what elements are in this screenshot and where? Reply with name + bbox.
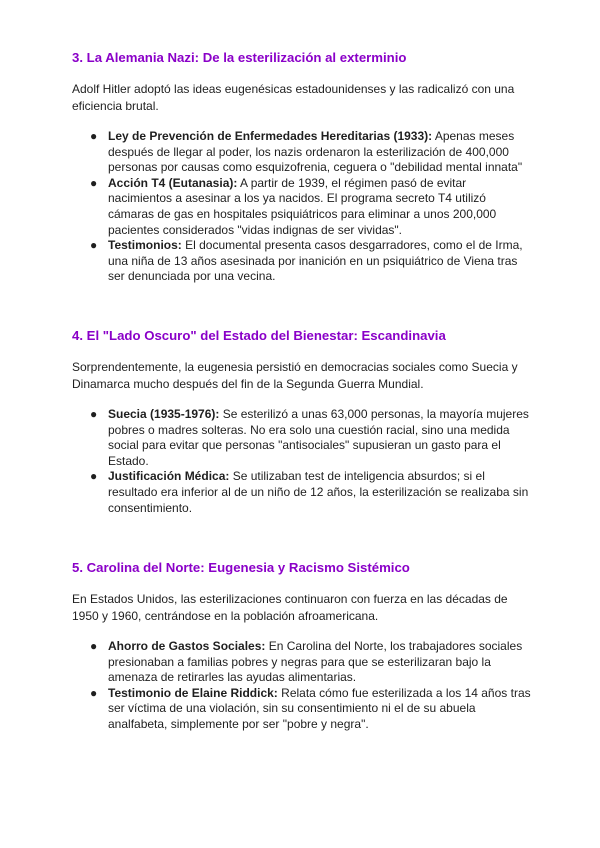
bullet-list xyxy=(72,129,532,285)
item-text: Apenas meses después de llegar al poder, los nazis ordenaron la esterilización de 400,000 personas por causas como esquizofrenia, ceguera o "debilidad mental innata" xyxy=(108,129,523,175)
list-item xyxy=(72,129,532,176)
item-label: Ley de Prevención de Enfermedades Hereditarias (1933): xyxy=(108,129,433,143)
section-intro: Sorprendentemente, la eugenesia persistió en democracias sociales como Suecia y Dinamarca mucho después del fin de la Segunda Guerra Mundial. xyxy=(72,360,518,391)
bullet-icon: ● xyxy=(90,639,98,653)
section-heading: 3. La Alemania Nazi: De la esterilización al exterminio xyxy=(72,50,407,65)
item-text: Se esterilizó a unas 63,000 personas, la mayoría mujeres pobres o madres solteras. No era solo una cuestión racial, sino una medida social para evitar que personas "antisociales" supusieran un gasto para el Estado. xyxy=(108,407,529,468)
item-text: A partir de 1939, el régimen pasó de evitar nacimientos a asesinar a los ya nacidos. El programa secreto T4 utilizó cámaras de gas en hospitales psiquiátricos para eliminar a unos 200,000 pacientes considerados "vidas indignas de ser vividas". xyxy=(108,175,497,237)
section-heading: 5. Carolina del Norte: Eugenesia y Racismo Sistémico xyxy=(72,560,410,575)
section-north-carolina xyxy=(72,558,532,733)
section-intro: Adolf Hitler adoptó las ideas eugenésicas estadounidenses y las radicalizó con una eficiencia brutal. xyxy=(72,82,515,113)
item-label: Testimonios: xyxy=(108,238,182,253)
section-nazi-germany xyxy=(72,48,532,285)
section-scandinavia xyxy=(72,326,532,516)
bullet-list xyxy=(72,407,532,516)
item-label: Testimonio de Elaine Riddick: xyxy=(108,685,278,700)
item-text: Se utilizaban test de inteligencia absurdos; si el resultado era inferior al de un niño de 12 años, la esterilización se realizaba sin consentimiento. xyxy=(108,469,529,515)
item-label: Suecia (1935-1976): xyxy=(108,407,220,421)
list-item xyxy=(72,176,532,238)
item-label: Justificación Médica: xyxy=(108,469,230,484)
item-label: Acción T4 (Eutanasia): xyxy=(108,175,238,190)
bullet-list xyxy=(72,639,532,733)
list-item xyxy=(72,639,532,686)
bullet-icon: ● xyxy=(90,469,98,484)
item-label: Ahorro de Gastos Sociales: xyxy=(108,639,266,653)
bullet-icon: ● xyxy=(90,685,98,700)
bullet-icon: ● xyxy=(90,238,98,253)
section-intro: En Estados Unidos, las esterilizaciones continuaron con fuerza en las décadas de 1950 y 1960, centrándose en la población afroamericana. xyxy=(72,592,508,623)
item-text: En Carolina del Norte, los trabajadores sociales presionaban a familias pobres y negras para que se esterilizaran bajo la amenaza de retirarles las ayudas alimentarias. xyxy=(108,639,523,685)
bullet-icon: ● xyxy=(90,175,98,190)
bullet-icon: ● xyxy=(90,407,98,421)
list-item xyxy=(72,469,532,516)
item-text: El documental presenta casos desgarradores, como el de Irma, una niña de 13 años asesinada por inanición en un psiquiátrico de Viena tras ser denunciada por una vecina. xyxy=(108,238,523,284)
section-heading: 4. El "Lado Oscuro" del Estado del Bienestar: Escandinavia xyxy=(72,328,446,343)
list-item xyxy=(72,686,532,733)
list-item xyxy=(72,238,532,285)
list-item xyxy=(72,407,532,469)
bullet-icon: ● xyxy=(90,129,98,143)
item-text: Relata cómo fue esterilizada a los 14 años tras ser víctima de una violación, sin su consentimiento ni el de su abuela analfabeta, simplemente por ser "pobre y negra". xyxy=(108,685,531,731)
